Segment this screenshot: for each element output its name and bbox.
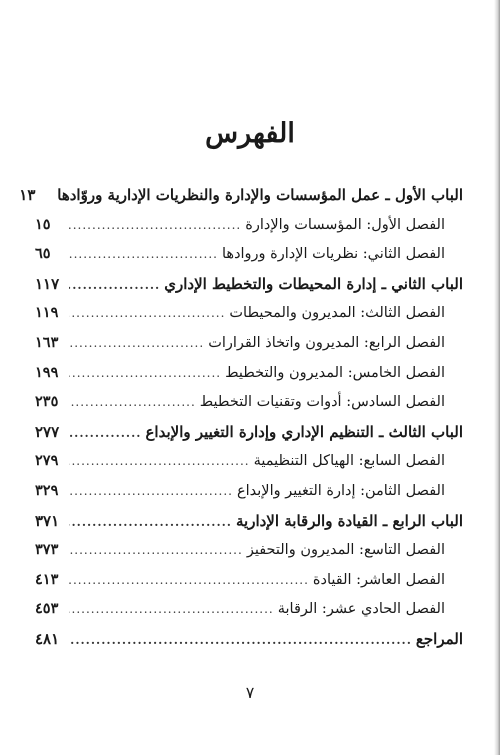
toc-entry-page: ٣٢٩: [35, 481, 59, 499]
toc-entry-label: الباب الثاني ـ إدارة المحيطات والتخطيط الإداري: [164, 274, 463, 293]
toc-entry-chapter: [35, 482, 463, 512]
toc-entry-page: ٤٨١: [35, 629, 60, 648]
toc-entry-page: ١٩٩: [35, 363, 59, 381]
toc-entry-label: الفصل الثامن: إدارة التغيير والإبداع: [236, 482, 445, 499]
toc-entry-chapter: [35, 304, 463, 334]
dot-leader: [69, 633, 412, 647]
toc-entry-page: ١١٧: [35, 274, 60, 293]
toc-entry-chapter: [35, 393, 463, 423]
toc-entry-label: الباب الأول ـ عمل المؤسسات والإدارة والنظريات الإدارية وروّادها: [57, 186, 463, 204]
dot-leader: [69, 306, 225, 320]
toc-entry-label: الفصل الثاني: نظريات الإدارة وروادها: [222, 246, 445, 263]
dot-leader: [69, 573, 309, 587]
toc-entry-label: الفصل السادس: أدوات وتقنيات التخطيط: [199, 394, 445, 411]
toc-entry-page: ٢٣٥: [35, 393, 59, 411]
toc-entry-page: ٢٧٧: [35, 422, 60, 441]
dot-leader: [69, 426, 141, 440]
toc-entry-page: ١٣: [19, 186, 36, 204]
toc-entry-part: [35, 630, 463, 660]
dot-leader: [69, 278, 160, 292]
dot-leader: [69, 515, 232, 529]
dot-leader: [69, 395, 196, 409]
toc-entry-chapter: [35, 216, 463, 246]
toc-entry-label: الفصل السابع: الهياكل التنظيمية: [253, 453, 445, 470]
dot-leader: [69, 336, 204, 350]
toc-entry-label: الفصل الخامس: المديرون والتخطيط: [225, 364, 445, 381]
toc-entry-chapter: [35, 452, 463, 482]
toc-entry-chapter: [35, 334, 463, 364]
toc-entry-page: ١٥: [35, 215, 51, 233]
dot-leader: [69, 543, 243, 557]
toc-entry-page: ٢٧٩: [35, 452, 59, 470]
table-of-contents: [19, 186, 463, 660]
toc-entry-page: ١٦٣: [35, 333, 59, 351]
toc-entry-label: المراجع: [415, 629, 463, 648]
dot-leader: [69, 484, 233, 498]
toc-entry-chapter: [35, 600, 463, 630]
dot-leader: [69, 602, 274, 616]
toc-entry-label: الفصل الرابع: المديرون واتخاذ القرارات: [208, 334, 445, 351]
dot-leader: [69, 454, 250, 468]
toc-entry-label: الباب الثالث ـ التنظيم الإداري وإدارة التغيير والإبداع: [145, 422, 463, 441]
toc-entry-label: الباب الرابع ـ القيادة والرقابة الإدارية: [235, 511, 463, 530]
toc-entry-label: الفصل العاشر: القيادة: [312, 571, 445, 588]
toc-entry-label: الفصل التاسع: المديرون والتحفيز: [246, 542, 445, 559]
toc-entry-page: ٤٥٣: [35, 600, 59, 618]
toc-entry-chapter: [35, 364, 463, 394]
toc-entry-chapter: [35, 571, 463, 601]
page-title: الفهرس: [205, 118, 295, 149]
dot-leader: [69, 218, 241, 232]
toc-entry-page: ٤١٣: [35, 570, 59, 588]
dot-leader: [69, 366, 221, 380]
page-edge-shadow: [494, 0, 500, 755]
toc-entry-part: [35, 275, 463, 305]
toc-entry-chapter: [35, 245, 463, 275]
dot-leader: [69, 247, 218, 261]
toc-entry-label: الفصل الأول: المؤسسات والإدارة: [245, 216, 445, 233]
toc-entry-label: الفصل الحادي عشر: الرقابة: [277, 601, 445, 618]
toc-entry-page: ٦٥: [35, 245, 51, 263]
toc-entry-page: ٣٧٣: [35, 541, 59, 559]
toc-entry-part: [35, 423, 463, 453]
toc-entry-page: ١١٩: [35, 304, 59, 322]
toc-entry-chapter: [35, 541, 463, 571]
toc-entry-part: [19, 186, 463, 216]
page-number: ٧: [245, 683, 255, 702]
toc-entry-label: الفصل الثالث: المديرون والمحيطات: [229, 305, 445, 322]
toc-entry-part: [35, 512, 463, 542]
toc-entry-page: ٣٧١: [35, 511, 60, 530]
